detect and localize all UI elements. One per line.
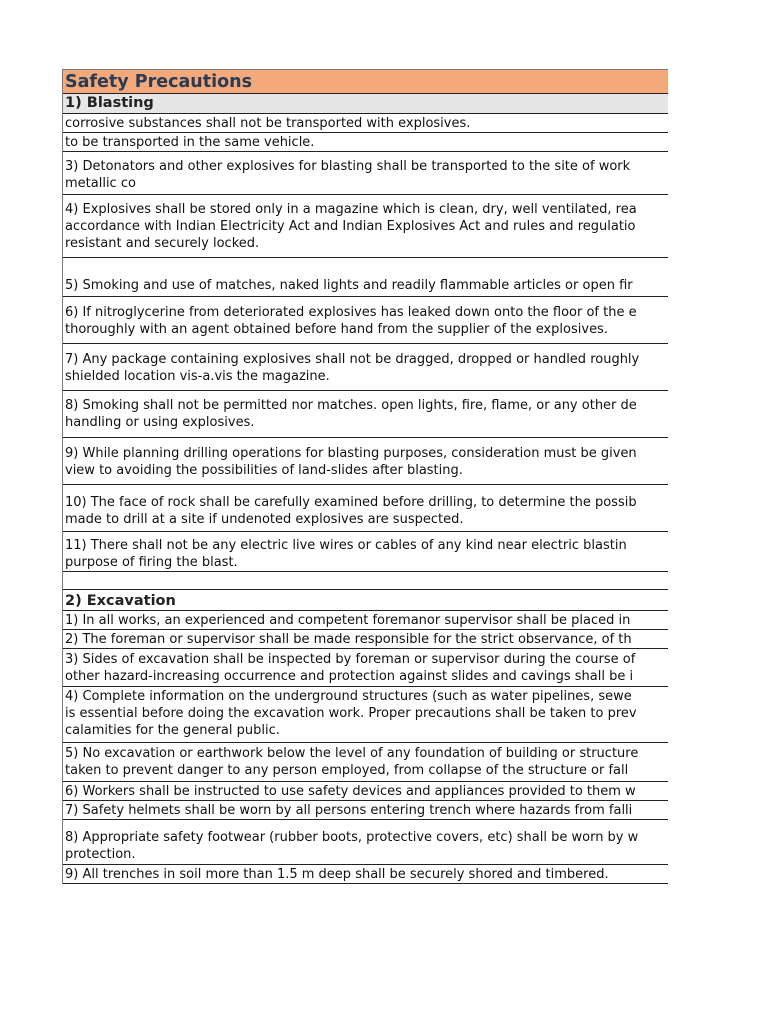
sheet-row[interactable] bbox=[63, 630, 668, 649]
sheet-row[interactable] bbox=[63, 865, 668, 884]
sheet-row[interactable] bbox=[63, 485, 668, 532]
cell-text-line: shielded location vis-a.vis the magazine. bbox=[65, 369, 330, 384]
cell-text-line: metallic co bbox=[65, 176, 136, 191]
cell-text-line: 7) Safety helmets shall be worn by all persons entering trench where hazards from falli bbox=[65, 803, 633, 818]
sheet-row[interactable] bbox=[63, 649, 668, 687]
cell-text-line: 3) Detonators and other explosives for blasting shall be transported to the site of work bbox=[65, 159, 631, 174]
sheet-row[interactable] bbox=[63, 532, 668, 572]
sheet-row[interactable] bbox=[63, 258, 668, 297]
cell-text-line: 5) Smoking and use of matches, naked lights and readily flammable articles or open fir bbox=[65, 278, 633, 293]
cell-text-line: to be transported in the same vehicle. bbox=[65, 135, 315, 150]
cell-text-line: 8) Appropriate safety footwear (rubber boots, protective covers, etc) shall be worn by w bbox=[65, 830, 639, 845]
cell-text-line: 8) Smoking shall not be permitted nor matches. open lights, fire, flame, or any other de bbox=[65, 398, 637, 413]
sheet-title[interactable]: Safety Precautions bbox=[63, 69, 668, 94]
cell-text-line: protection. bbox=[65, 847, 136, 862]
cell-text-line: 5) No excavation or earthwork below the level of any foundation of building or structure bbox=[65, 746, 639, 761]
cell-text-line: 4) Explosives shall be stored only in a magazine which is clean, dry, well ventilated, rea bbox=[65, 202, 637, 217]
sheet-row[interactable] bbox=[63, 801, 668, 820]
cell-text-line: made to drill at a site if undenoted explosives are suspected. bbox=[65, 512, 464, 527]
cell-text-line: other hazard-increasing occurrence and protection against slides and cavings shall be i bbox=[65, 669, 634, 684]
sheet-row[interactable] bbox=[63, 297, 668, 344]
empty-row[interactable] bbox=[63, 572, 668, 590]
cell-text-line: is essential before doing the excavation work. Proper precautions shall be taken to prev bbox=[65, 706, 637, 721]
cell-text-line: resistant and securely locked. bbox=[65, 236, 260, 251]
cell-text-line: 11) There shall not be any electric live wires or cables of any kind near electric blastin bbox=[65, 538, 627, 553]
cell-text-line: 7) Any package containing explosives shall not be dragged, dropped or handled roughly bbox=[65, 352, 640, 367]
cell-text-line: thoroughly with an agent obtained before hand from the supplier of the explosives. bbox=[65, 322, 608, 337]
cell-text-line: 6) Workers shall be instructed to use safety devices and appliances provided to them w bbox=[65, 784, 636, 799]
cell-text-line: 4) Complete information on the underground structures (such as water pipelines, sewe bbox=[65, 689, 632, 704]
sheet-row[interactable] bbox=[63, 391, 668, 438]
cell-text-line: view to avoiding the possibilities of land-slides after blasting. bbox=[65, 463, 463, 478]
sheet-row[interactable] bbox=[63, 820, 668, 865]
sheet-row[interactable] bbox=[63, 782, 668, 801]
sheet-row[interactable] bbox=[63, 344, 668, 391]
cell-text-line: 10) The face of rock shall be carefully examined before drilling, to determine the possib bbox=[65, 495, 637, 510]
sheet-row[interactable] bbox=[63, 195, 668, 258]
cell-text-line: 6) If nitroglycerine from deteriorated explosives has leaked down onto the floor of the e bbox=[65, 305, 637, 320]
cell-text-line: corrosive substances shall not be transported with explosives. bbox=[65, 116, 471, 131]
cell-text-line: 9) All trenches in soil more than 1.5 m deep shall be securely shored and timbered. bbox=[65, 867, 609, 882]
cell-text-line: handling or using explosives. bbox=[65, 415, 255, 430]
cell-text-line: taken to prevent danger to any person employed, from collapse of the structure or fall bbox=[65, 763, 629, 778]
section-heading[interactable]: 2) Excavation bbox=[63, 590, 668, 611]
sheet-rows bbox=[63, 94, 668, 884]
cell-text-line: 9) While planning drilling operations for blasting purposes, consideration must be given bbox=[65, 446, 637, 461]
sheet-row[interactable] bbox=[63, 743, 668, 782]
cell-text-line: calamities for the general public. bbox=[65, 723, 280, 738]
sheet-row[interactable] bbox=[63, 152, 668, 195]
cell-text-line: purpose of firing the blast. bbox=[65, 555, 238, 570]
section-heading[interactable]: 1) Blasting bbox=[63, 94, 668, 114]
sheet-row[interactable] bbox=[63, 438, 668, 485]
sheet-row[interactable] bbox=[63, 611, 668, 630]
cell-text-line: 1) In all works, an experienced and competent foremanor supervisor shall be placed in bbox=[65, 613, 631, 628]
cell-text-line: 3) Sides of excavation shall be inspected by foreman or supervisor during the course of bbox=[65, 652, 636, 667]
sheet-row[interactable] bbox=[63, 687, 668, 743]
cell-text-line: accordance with Indian Electricity Act and Indian Explosives Act and rules and regulatio bbox=[65, 219, 636, 234]
spreadsheet bbox=[62, 69, 668, 884]
cell-text-line: 2) The foreman or supervisor shall be made responsible for the strict observance, of th bbox=[65, 632, 632, 647]
sheet-row[interactable] bbox=[63, 114, 668, 133]
sheet-row[interactable] bbox=[63, 133, 668, 152]
